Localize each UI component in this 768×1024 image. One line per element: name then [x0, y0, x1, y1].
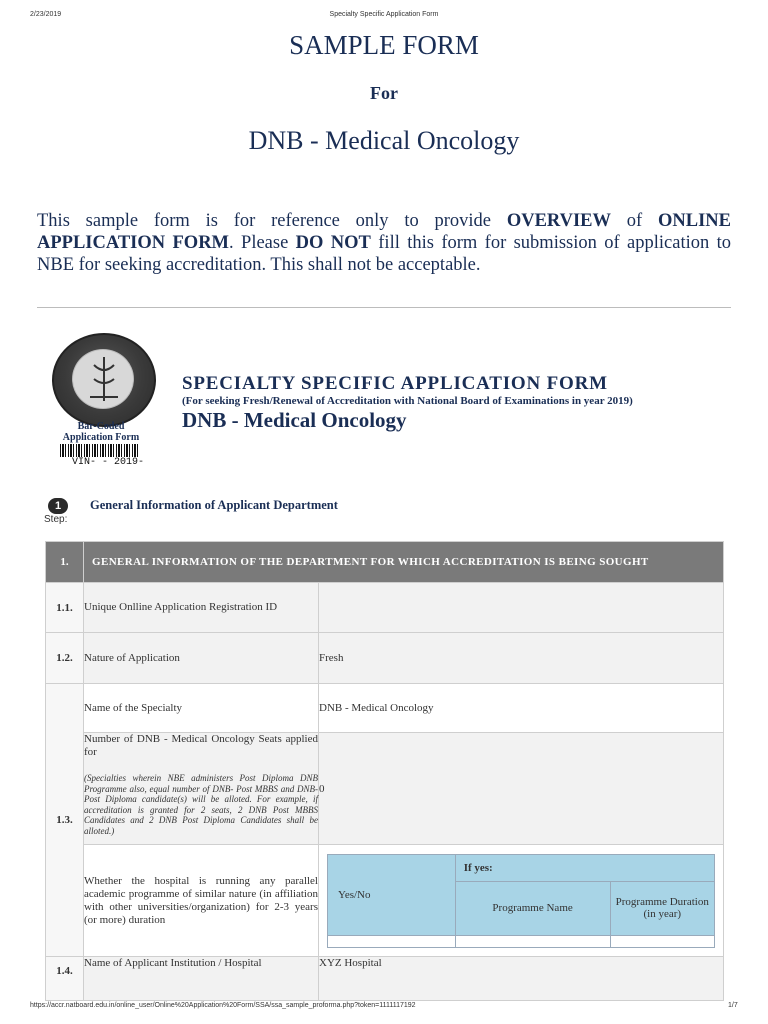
barcode-icon — [60, 444, 138, 457]
programme-name-value — [455, 935, 610, 947]
institution-name-value: XYZ Hospital — [319, 957, 724, 1001]
parallel-programme-table — [327, 854, 715, 948]
table-row — [46, 684, 724, 733]
divider — [37, 307, 731, 308]
section-header-row — [46, 542, 724, 583]
barcode-label-line1: Bar-Coded — [77, 421, 125, 432]
notice-do-not: DO NOT — [295, 233, 371, 253]
nbe-seal-logo — [52, 333, 156, 427]
row-number: 1.4. — [46, 957, 84, 1001]
print-date: 2/23/2019 — [30, 11, 62, 18]
seats-label: Number of DNB - Medical Oncology Seats applied for — [84, 733, 318, 758]
parallel-programme-cell — [319, 845, 724, 957]
programme-duration-header: Programme Duration (in year) — [610, 881, 715, 935]
print-page-number: 1/7 — [728, 1002, 738, 1009]
general-information-table — [45, 541, 724, 1001]
application-form-subtitle: (For seeking Fresh/Renewal of Accreditation with National Board of Examinations in year 2019) — [182, 395, 633, 407]
application-form-specialty: DNB - Medical Oncology — [182, 408, 407, 432]
if-yes-header: If yes: — [455, 854, 714, 881]
seats-value: 0 — [319, 733, 724, 845]
row-number: 1.1. — [46, 583, 84, 633]
notice-overview: OVERVIEW — [506, 211, 612, 231]
notice-online-form: ONLINE APPLICATION FORM — [37, 211, 731, 253]
table-row — [46, 845, 724, 957]
table-row — [46, 633, 724, 684]
print-url: https://accr.natboard.edu.in/online_user/Online%20Application%20Form/SSA/ssa_sample_proforma.php?token=1111117192 — [30, 1002, 416, 1009]
step-title: General Information of Applicant Department — [90, 498, 338, 512]
step-label: Step: — [44, 514, 68, 525]
programme-name-header: Programme Name — [455, 881, 610, 935]
parallel-programme-label: Whether the hospital is running any parallel academic programme of similar nature (in affiliation with other universities/organization) for 2-3 years (or more) duration — [84, 845, 319, 957]
registration-id-value — [319, 583, 724, 633]
sample-form-title: SAMPLE FORM — [289, 30, 479, 60]
row-label: Name of the Specialty — [84, 684, 319, 733]
table-row — [46, 583, 724, 633]
step-number-badge: 1 — [48, 498, 68, 514]
seats-cell — [84, 733, 319, 845]
vin-number: VIN- - 2019- — [72, 457, 145, 468]
row-number: 1.2. — [46, 633, 84, 684]
specialty-name-value: DNB - Medical Oncology — [319, 684, 724, 733]
section-number: 1. — [46, 542, 84, 583]
section-title: GENERAL INFORMATION OF THE DEPARTMENT FOR WHICH ACCREDITATION IS BEING SOUGHT — [84, 542, 724, 583]
notice-paragraph: This sample form is for reference only to provide OVERVIEW of ONLINE APPLICATION FORM. Please DO NOT fill this form for submission of application to NBE for seeking accreditation. This shall not be acceptable. — [37, 211, 731, 275]
yes-no-value — [328, 935, 456, 947]
seats-note: (Specialties wherein NBE administers Post Diploma DNB Programme also, equal number of DNB- Post MBBS and DNB- Post Diploma candidate(s) will be alloted. For example, if accreditation is granted for 2 seats, 2 DNB Post MBBS Candidates and 2 DNB Post Diploma Candidates shall be alloted.) — [84, 773, 318, 836]
application-form-title: SPECIALTY SPECIFIC APPLICATION FORM — [182, 373, 608, 394]
table-row — [46, 957, 724, 1001]
barcode-label-line2: Application Form — [62, 432, 140, 443]
specialty-title: DNB - Medical Oncology — [248, 126, 520, 155]
row-number: 1.3. — [46, 684, 84, 957]
row-label: Name of Applicant Institution / Hospital — [84, 957, 319, 1001]
table-row — [46, 733, 724, 845]
programme-duration-value — [610, 935, 715, 947]
yes-no-header: Yes/No — [328, 854, 456, 935]
nature-of-application-value: Fresh — [319, 633, 724, 684]
for-label: For — [370, 83, 398, 103]
print-page-title: Specialty Specific Application Form — [329, 11, 439, 18]
row-label: Nature of Application — [84, 633, 319, 684]
row-label: Unique Onlline Application Registration ID — [84, 583, 319, 633]
